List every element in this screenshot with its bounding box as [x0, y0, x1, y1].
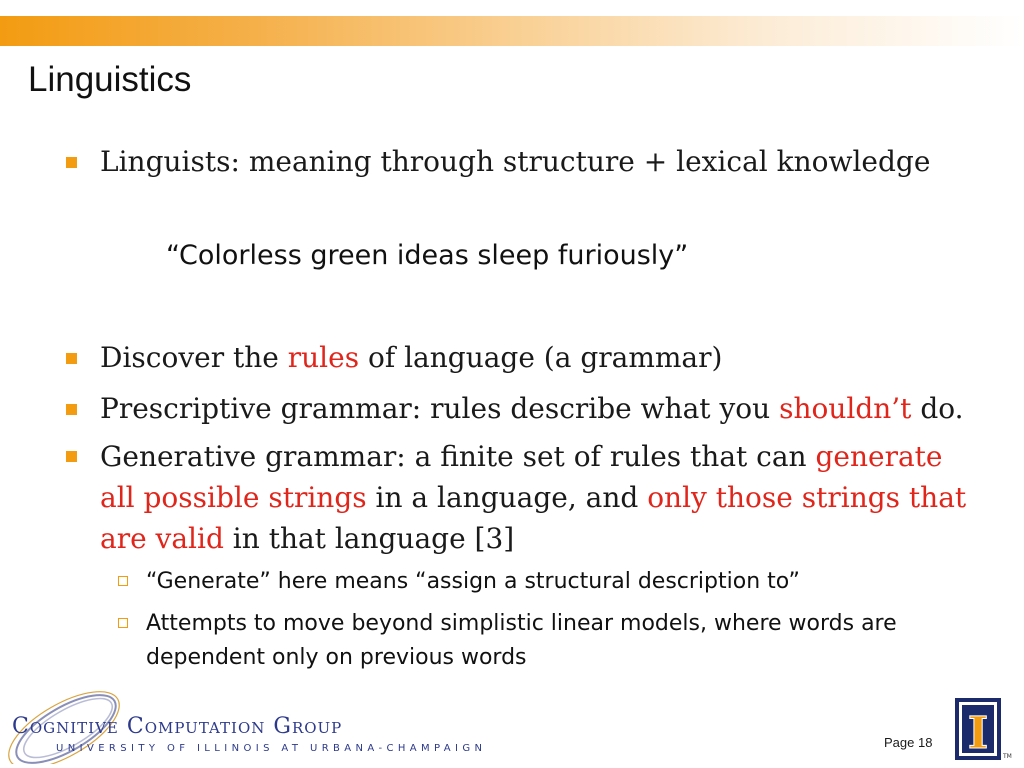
text-segment: of language (a grammar): [359, 341, 723, 374]
hollow-square-bullet-icon: [118, 618, 128, 628]
generative-grammar-text: [100, 436, 980, 559]
page-number: Page 18: [884, 735, 933, 750]
bullet-text: [100, 389, 964, 429]
text-segment: do.: [911, 392, 964, 425]
square-bullet-icon: [66, 353, 77, 364]
square-bullet-icon: [66, 157, 77, 168]
example-quote: “Colorless green ideas sleep furiously”: [166, 240, 689, 271]
square-bullet-icon: [66, 451, 77, 462]
text-segment: Discover the: [100, 341, 288, 374]
square-bullet-icon: [66, 404, 77, 415]
highlighted-term: shouldn’t: [779, 392, 912, 425]
text-segment: in a language, and: [366, 481, 648, 514]
highlighted-term: rules: [287, 341, 360, 374]
sub-bullet-text: Attempts to move beyond simplistic linear models, where words are dependent only on previous words: [146, 611, 897, 670]
header-gradient-bar: [0, 16, 1024, 46]
trademark-label: TM: [1003, 753, 1012, 760]
sub-bullet-text: “Generate” here means “assign a structural description to”: [146, 569, 800, 594]
university-block-i-logo: [955, 698, 1001, 760]
logo-university-name: UNIVERSITY OF ILLINOIS AT URBANA-CHAMPAIGN: [56, 743, 487, 754]
text-segment: in that language [3]: [223, 522, 515, 555]
text-segment: Prescriptive grammar: rules describe what you: [100, 392, 780, 425]
highlighted-term: only those strings that are valid: [100, 481, 967, 555]
bullet-text: Linguists: meaning through structure + lexical knowledge: [100, 145, 931, 178]
logo-group-name: Cognitive Computation Group: [12, 714, 343, 739]
uiuc-mark: I: [967, 708, 989, 759]
highlighted-term: generate all possible strings: [100, 440, 943, 514]
text-segment: Generative grammar: a finite set of rules that can: [100, 440, 816, 473]
slide-title: Linguistics: [28, 60, 192, 99]
bullet-text: [100, 338, 722, 378]
hollow-square-bullet-icon: [118, 576, 128, 586]
